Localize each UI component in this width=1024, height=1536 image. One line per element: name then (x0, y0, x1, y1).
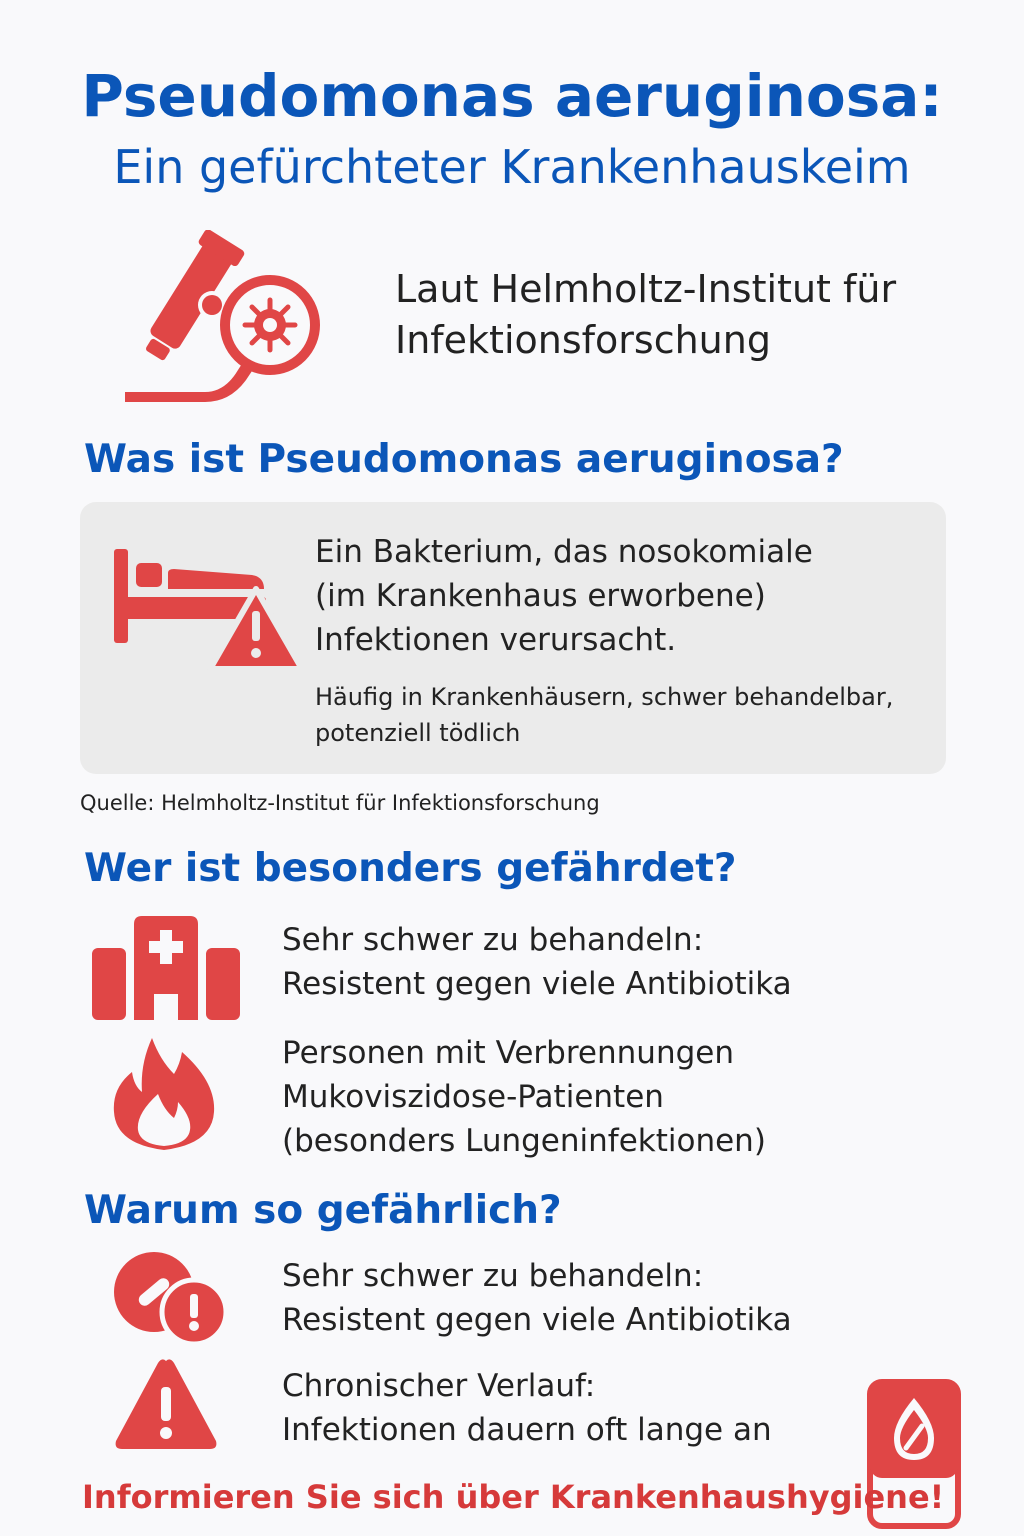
danger-item-2: Chronischer Verlauf: Infektionen dauern oft lange an (282, 1368, 772, 1448)
definition-text: Ein Bakterium, das nosokomiale (im Krankenhaus erworbene) Infektionen verursacht. (315, 534, 813, 658)
microscope-bacteria-icon (120, 230, 325, 405)
risk-item-2: Personen mit Verbrennungen Mukoviszidose-Patienten (besonders Lungeninfektionen) (282, 1035, 766, 1159)
section-heading-why: Warum so gefährlich? (84, 1188, 562, 1233)
risk-item-1: Sehr schwer zu behandeln: Resistent gegen viele Antibiotika (282, 922, 792, 1002)
danger-item-1: Sehr schwer zu behandeln: Resistent gegen viele Antibiotika (282, 1258, 792, 1338)
pill-warning-icon (114, 1252, 226, 1344)
page-subtitle: Ein gefürchteter Krankenhauskeim (113, 140, 911, 194)
hospital-icon (92, 916, 240, 1020)
page-title: Pseudomonas aeruginosa: (81, 62, 943, 130)
section-heading-what: Was ist Pseudomonas aeruginosa? (84, 437, 844, 482)
intro-text: Laut Helmholtz-Institut für Infektionsforschung (395, 267, 897, 362)
flame-icon (112, 1038, 216, 1150)
warning-triangle-icon (112, 1357, 220, 1451)
section-heading-who: Wer ist besonders gefährdet? (84, 846, 737, 891)
call-to-action: Informieren Sie sich über Krankenhaushygiene! (82, 1478, 945, 1516)
source-note: Quelle: Helmholtz-Institut für Infektionsforschung (80, 791, 600, 815)
hospital-bed-warning-icon (112, 545, 304, 673)
definition-subtext: Häufig in Krankenhäusern, schwer behandelbar, potenziell tödlich (315, 683, 894, 747)
